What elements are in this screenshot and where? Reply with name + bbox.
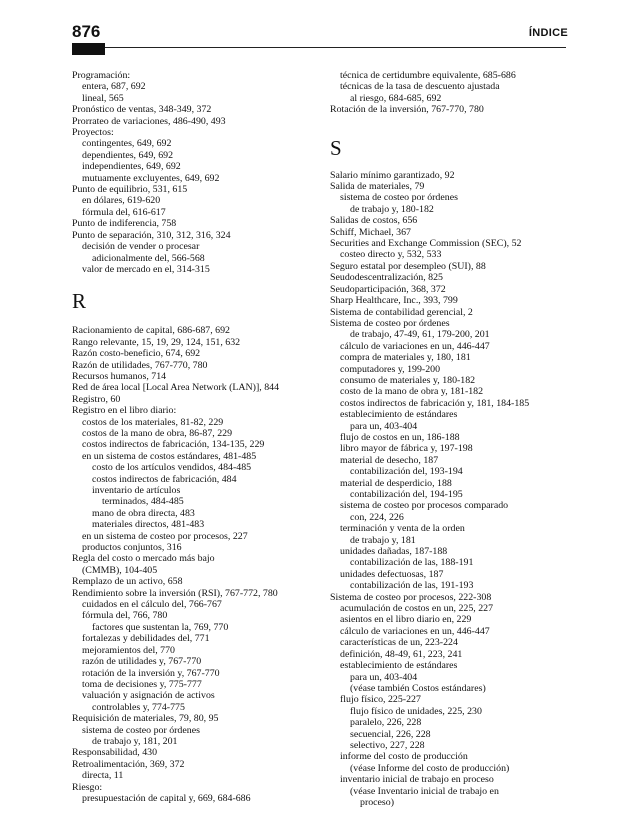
- index-entry: contabilización del, 193-194: [350, 466, 463, 478]
- index-entry: Responsabilidad, 430: [72, 747, 158, 759]
- index-entry: inventario inicial de trabajo en proceso: [340, 774, 494, 786]
- index-entry: al riesgo, 684-685, 692: [350, 92, 442, 104]
- index-entry: para un, 403-404: [350, 420, 418, 432]
- running-head: ÍNDICE: [528, 27, 568, 39]
- index-entry: Sistema de contabilidad gerencial, 2: [330, 306, 473, 318]
- index-column-left: [72, 70, 312, 804]
- index-entry: contabilización del, 194-195: [350, 489, 463, 500]
- index-entry: factores que sustentan la, 769, 770: [92, 621, 229, 633]
- index-entry: unidades dañadas, 187-188: [340, 546, 448, 558]
- header-tab: [72, 43, 105, 55]
- left-block-2: [72, 325, 312, 804]
- index-entry: costos indirectos de fabricación, 134-135, 229: [82, 439, 265, 451]
- index-entry: independientes, 649, 692: [82, 161, 181, 173]
- index-entry: Seudodescentralización, 825: [330, 272, 443, 284]
- index-entry: lineal, 565: [82, 92, 124, 104]
- index-entry: terminados, 484-485: [102, 496, 184, 508]
- index-entry: Razón costo-beneficio, 674, 692: [72, 348, 201, 360]
- section-letter-s: S: [330, 135, 342, 160]
- index-entry: contabilización de las, 191-193: [350, 580, 474, 592]
- index-entry: Recursos humanos, 714: [72, 370, 167, 382]
- index-entry: Requisición de materiales, 79, 80, 95: [72, 713, 219, 725]
- index-entry: Salida de materiales, 79: [330, 181, 425, 193]
- index-entry: dependientes, 649, 692: [82, 149, 174, 161]
- index-entry: Retroalimentación, 369, 372: [72, 758, 185, 770]
- index-entry: material de desecho, 187: [340, 454, 439, 466]
- index-entry: flujo de costos en un, 186-188: [340, 431, 460, 443]
- index-entry: proceso): [360, 796, 394, 808]
- index-entry: costos indirectos de fabricación, 484: [92, 473, 237, 485]
- index-entry: técnica de certidumbre equivalente, 685-686: [340, 70, 516, 81]
- index-column-right: [330, 70, 580, 808]
- right-block-2: [330, 170, 580, 809]
- page-number: 876: [72, 22, 101, 41]
- index-entry: establecimiento de estándares: [340, 409, 458, 421]
- index-entry: Registro, 60: [72, 393, 121, 405]
- index-entry: en un sistema de costos estándares, 481-485: [82, 450, 257, 462]
- index-entry: sistema de costeo por órdenes: [82, 724, 200, 736]
- index-entry: entera, 687, 692: [82, 81, 146, 93]
- index-entry: en un sistema de costeo por procesos, 227: [82, 530, 248, 542]
- index-entry: Riesgo:: [72, 781, 103, 793]
- index-entry: consumo de materiales y, 180-182: [340, 374, 476, 386]
- index-entry: razón de utilidades y, 767-770: [82, 656, 202, 668]
- index-entry: costos indirectos de fabricación y, 181, 184-185: [340, 397, 530, 409]
- index-entry: selectivo, 227, 228: [350, 739, 425, 751]
- index-entry: fórmula del, 616-617: [82, 206, 166, 218]
- index-entry: rotación de la inversión y, 767-770: [82, 667, 220, 679]
- index-entry: acumulación de costos en un, 225, 227: [340, 603, 494, 615]
- index-entry: compra de materiales y, 180, 181: [340, 352, 471, 364]
- index-entry: Salidas de costos, 656: [330, 215, 418, 227]
- index-entry: costos de los materiales, 81-82, 229: [82, 416, 224, 428]
- index-entry: de trabajo y, 181, 201: [92, 735, 178, 747]
- index-entry: costo de la mano de obra y, 181-182: [340, 386, 484, 398]
- index-entry: (véase Inventario inicial de trabajo en: [350, 785, 499, 797]
- index-entry: adicionalmente del, 566-568: [92, 252, 205, 264]
- index-entry: paralelo, 226, 228: [350, 717, 422, 729]
- index-entry: controlables y, 774-775: [92, 701, 185, 713]
- header-rule: [72, 47, 566, 48]
- index-entry: (véase Informe del costo de producción): [350, 762, 510, 774]
- index-entry: para un, 403-404: [350, 671, 418, 683]
- index-entry: Proyectos:: [72, 127, 114, 139]
- index-entry: cálculo de variaciones en un, 446-447: [340, 340, 490, 352]
- index-entry: Schiff, Michael, 367: [330, 226, 411, 238]
- index-entry: Sistema de costeo por procesos, 222-308: [330, 591, 492, 603]
- index-entry: valor de mercado en el, 314-315: [82, 263, 210, 275]
- index-entry: costos de la mano de obra, 86-87, 229: [82, 427, 233, 439]
- index-entry: (véase también Costos estándares): [350, 682, 486, 694]
- index-entry: asientos en el libro diario en, 229: [340, 614, 472, 626]
- index-entry: (CMMB), 104-405: [82, 564, 158, 576]
- index-entry: Racionamiento de capital, 686-687, 692: [72, 325, 230, 337]
- index-entry: decisión de vender o procesar: [82, 241, 200, 253]
- index-entry: computadores y, 199-200: [340, 363, 441, 375]
- index-entry: cuidados en el cálculo del, 766-767: [82, 599, 222, 611]
- index-entry: fortalezas y debilidades del, 771: [82, 633, 210, 645]
- index-entry: Punto de indiferencia, 758: [72, 218, 177, 230]
- index-entry: Sharp Healthcare, Inc., 393, 799: [330, 295, 458, 307]
- index-entry: Seudoparticipación, 368, 372: [330, 283, 446, 295]
- index-entry: Securities and Exchange Commission (SEC), 52: [330, 238, 522, 250]
- index-entry: mano de obra directa, 483: [92, 507, 195, 519]
- index-entry: Regla del costo o mercado más bajo: [72, 553, 215, 565]
- index-entry: sistema de costeo por órdenes: [340, 192, 458, 204]
- index-entry: características de un, 223-224: [340, 637, 458, 649]
- index-entry: inventario de artículos: [92, 485, 181, 496]
- index-entry: de trabajo y, 181: [350, 534, 416, 546]
- index-entry: de trabajo, 47-49, 61, 179-200, 201: [350, 329, 490, 341]
- index-entry: de trabajo y, 180-182: [350, 203, 434, 215]
- index-entry: costo de los artículos vendidos, 484-485: [92, 462, 252, 474]
- index-entry: contingentes, 649, 692: [82, 138, 172, 150]
- index-entry: valuación y asignación de activos: [82, 690, 215, 702]
- index-entry: Programación:: [72, 70, 131, 81]
- index-entry: Seguro estatal por desempleo (SUI), 88: [330, 260, 486, 272]
- index-entry: unidades defectuosas, 187: [340, 568, 444, 580]
- index-entry: flujo físico de unidades, 225, 230: [350, 705, 482, 717]
- index-entry: libro mayor de fábrica y, 197-198: [340, 443, 473, 455]
- index-entry: contabilización de las, 188-191: [350, 557, 474, 569]
- index-entry: fórmula del, 766, 780: [82, 610, 168, 622]
- index-entry: Sistema de costeo por órdenes: [330, 317, 450, 329]
- index-entry: productos conjuntos, 316: [82, 542, 182, 554]
- index-entry: terminación y venta de la orden: [340, 523, 465, 535]
- right-block-1: [330, 70, 580, 116]
- index-entry: Punto de equilibrio, 531, 615: [72, 184, 188, 196]
- index-entry: Remplazo de un activo, 658: [72, 576, 183, 588]
- index-entry: Razón de utilidades, 767-770, 780: [72, 359, 208, 371]
- index-entry: sistema de costeo por procesos comparado: [340, 500, 509, 512]
- index-entry: Rango relevante, 15, 19, 29, 124, 151, 632: [72, 336, 241, 348]
- index-entry: Registro en el libro diario:: [72, 405, 177, 417]
- index-entry: Red de área local [Local Area Network (LAN)], 844: [72, 382, 280, 394]
- index-entry: con, 224, 226: [350, 511, 404, 523]
- index-entry: Prorrateo de variaciones, 486-490, 493: [72, 115, 226, 127]
- index-entry: flujo físico, 225-227: [340, 694, 421, 706]
- index-entry: directa, 11: [82, 770, 124, 782]
- index-entry: Rendimiento sobre la inversión (RSI), 767-772, 780: [72, 587, 278, 599]
- index-entry: material de desperdicio, 188: [340, 477, 452, 489]
- index-entry: Salario mínimo garantizado, 92: [330, 169, 455, 181]
- index-entry: Punto de separación, 310, 312, 316, 324: [72, 229, 231, 241]
- index-entry: informe del costo de producción: [340, 751, 468, 763]
- index-entry: materiales directos, 481-483: [92, 519, 205, 531]
- index-entry: secuencial, 226, 228: [350, 728, 431, 740]
- index-entry: técnicas de la tasa de descuento ajustada: [340, 81, 500, 93]
- index-entry: Rotación de la inversión, 767-770, 780: [330, 104, 484, 116]
- index-entry: Pronóstico de ventas, 348-349, 372: [72, 104, 212, 116]
- index-entry: presupuestación de capital y, 669, 684-686: [82, 792, 251, 804]
- index-entry: mutuamente excluyentes, 649, 692: [82, 172, 220, 184]
- left-block-1: [72, 70, 312, 275]
- index-entry: toma de decisiones y, 775-777: [82, 678, 202, 690]
- index-entry: definición, 48-49, 61, 223, 241: [340, 648, 463, 660]
- index-entry: en dólares, 619-620: [82, 195, 161, 207]
- index-entry: establecimiento de estándares: [340, 660, 458, 672]
- index-entry: mejoramientos del, 770: [82, 644, 175, 656]
- index-entry: cálculo de variaciones en un, 446-447: [340, 625, 490, 637]
- section-letter-r: R: [72, 289, 87, 314]
- index-entry: costeo directo y, 532, 533: [340, 249, 442, 261]
